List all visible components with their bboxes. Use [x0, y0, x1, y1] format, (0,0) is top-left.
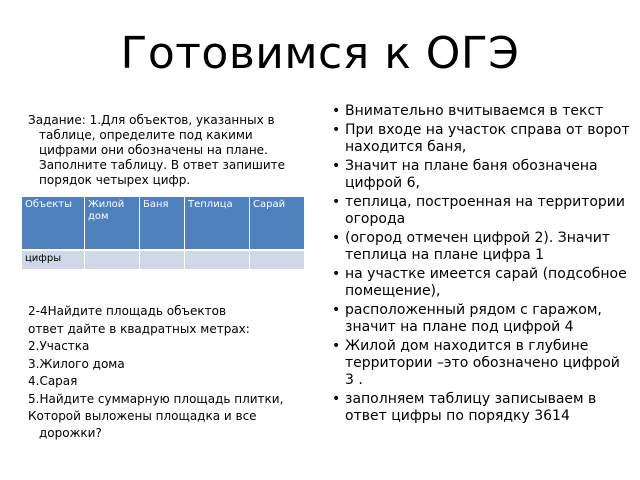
bullet-icon: •	[332, 230, 341, 246]
table-cell	[140, 250, 185, 270]
list-item	[332, 302, 632, 336]
question-line: ответ дайте в квадратных метрах:	[28, 321, 250, 336]
question-line: 4.Сарая	[28, 374, 78, 388]
table-cell	[85, 250, 140, 270]
list-item-text: (огород отмечен цифрой 2). Значит теплица на плане цифра 1	[345, 230, 611, 263]
task-line: таблице, определите под какими	[39, 128, 253, 142]
list-item	[332, 338, 632, 389]
list-item	[332, 266, 632, 300]
slide-title: Готовимся к ОГЭ	[120, 28, 520, 79]
bullet-icon: •	[332, 158, 341, 174]
list-item	[332, 122, 632, 156]
table-cell	[250, 250, 305, 270]
list-item-text: на участке имеется сарай (подсобное помещение),	[345, 266, 627, 299]
list-item-text: заполняем таблицу записываем в ответ цифры по порядку 3614	[345, 391, 597, 424]
questions-text	[28, 303, 308, 440]
objects-table	[21, 196, 305, 270]
list-item-text: Жилой дом находится в глубине территории –это обозначено цифрой 3 .	[345, 338, 620, 388]
list-item	[332, 230, 632, 264]
task-line: Заполните таблицу. В ответ запишите	[39, 158, 286, 172]
list-item-text: При входе на участок справа от ворот находится баня,	[345, 122, 630, 155]
bullet-icon: •	[332, 194, 341, 210]
list-item	[332, 103, 632, 120]
list-item-text: теплица, построенная на территории огорода	[345, 194, 625, 227]
list-item-text: Внимательно вчитываемся в текст	[345, 103, 604, 119]
question-line: дорожки?	[39, 425, 102, 440]
list-item-text: расположенный рядом с гаражом, значит на плане под цифрой 4	[345, 302, 602, 335]
question-line: 2-4Найдите площадь объектов	[28, 304, 227, 318]
task-line: Задание: 1.Для объектов, указанных в	[28, 113, 275, 127]
explanation-list	[332, 103, 632, 427]
table-header-cell: Жилой дом	[85, 197, 140, 251]
list-item	[332, 158, 632, 192]
question-line: 3.Жилого дома	[28, 356, 125, 371]
table-header-row	[22, 197, 305, 251]
bullet-icon: •	[332, 266, 341, 282]
table-header-cell: Баня	[140, 197, 185, 251]
bullet-icon: •	[332, 338, 341, 354]
task-line: цифрами они обозначены на плане.	[39, 143, 268, 157]
bullet-icon: •	[332, 302, 341, 318]
list-item	[332, 391, 632, 425]
table-header-cell: Теплица	[185, 197, 250, 251]
bullet-icon: •	[332, 391, 341, 407]
table-row	[22, 250, 305, 270]
table-header-cell: Объекты	[22, 197, 85, 251]
table-header-cell: Сарай	[250, 197, 305, 251]
list-item-text: Значит на плане баня обозначена цифрой 6,	[345, 158, 598, 191]
question-line: 2.Участка	[28, 339, 90, 353]
table-row-label: цифры	[22, 250, 85, 270]
task-text	[28, 113, 298, 188]
task-line: порядок четырех цифр.	[39, 173, 191, 187]
list-item	[332, 194, 632, 228]
question-line: Которой выложены площадка и все	[28, 409, 257, 423]
table-cell	[185, 250, 250, 270]
bullet-icon: •	[332, 122, 341, 138]
question-line: 5.Найдите суммарную площадь плитки,	[28, 391, 284, 406]
bullet-icon: •	[332, 103, 341, 119]
